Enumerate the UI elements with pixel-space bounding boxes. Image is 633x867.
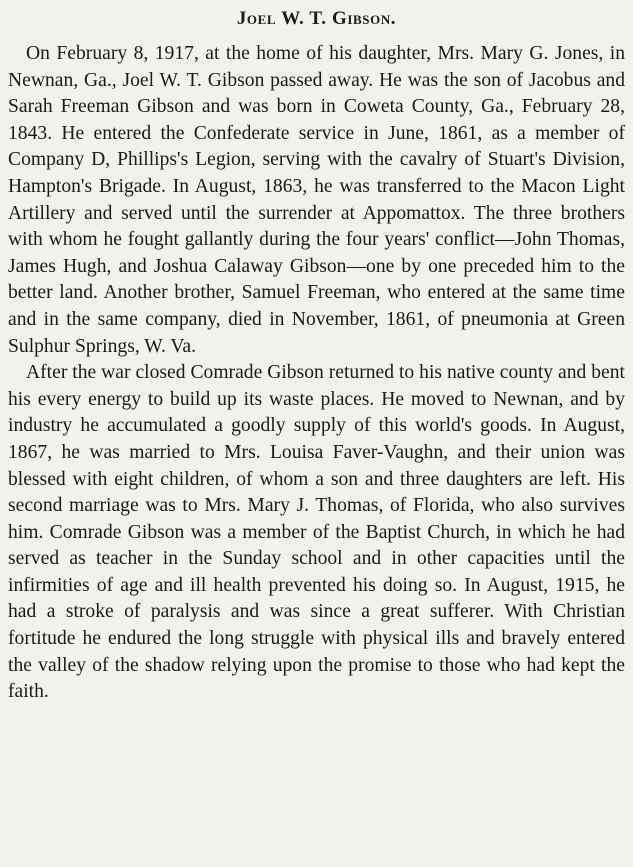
paragraph-1: On February 8, 1917, at the home of his daughter, Mrs. Mary G. Jones, in Newnan, Ga., Joel W. T. Gibson passed away. He was the son of Jacobus and Sarah Freeman Gibson and was born in Coweta County, Ga., February 28, 1843. He entered the Confederate service in June, 1861, as a member of Company D, Phillips's Legion, serving with the cavalry of Stuart's Division, Hampton's Brigade. In August, 1863, he was transferred to the Macon Light Artillery and served until the surrender at Appomattox. The three brothers with whom he fought gallantly during the four years' conflict—John Thomas, James Hugh, and Joshua Calaway Gibson—one by one preceded him to the better land. Another brother, Samuel Freeman, who entered at the same time and in the same company, died in November, 1861, of pneumonia at Green Sulphur Springs, W. Va. [8, 43, 625, 357]
article-title: Joel W. T. Gibson. [236, 8, 397, 29]
paragraph-2: After the war closed Comrade Gibson returned to his native county and bent his every energy to build up its waste places. He moved to Newnan, and by industry he accumulated a goodly supply of this world's goods. In August, 1867, he was married to Mrs. Louisa Faver-Vaughn, and their union was blessed with eight children, of whom a son and three daughters are left. His second marriage was to Mrs. Mary J. Thomas, of Florida, who also survives him. Comrade Gibson was a member of the Baptist Church, in which he had served as teacher in the Sunday school and in other capacities until the infirmities of age and ill health prevented his doing so. In August, 1915, he had a stroke of paralysis and was since a great sufferer. With Christian fortitude he endured the long struggle with physical ills and bravely entered the valley of the shadow relying upon the promise to those who had kept the faith. [8, 362, 625, 703]
